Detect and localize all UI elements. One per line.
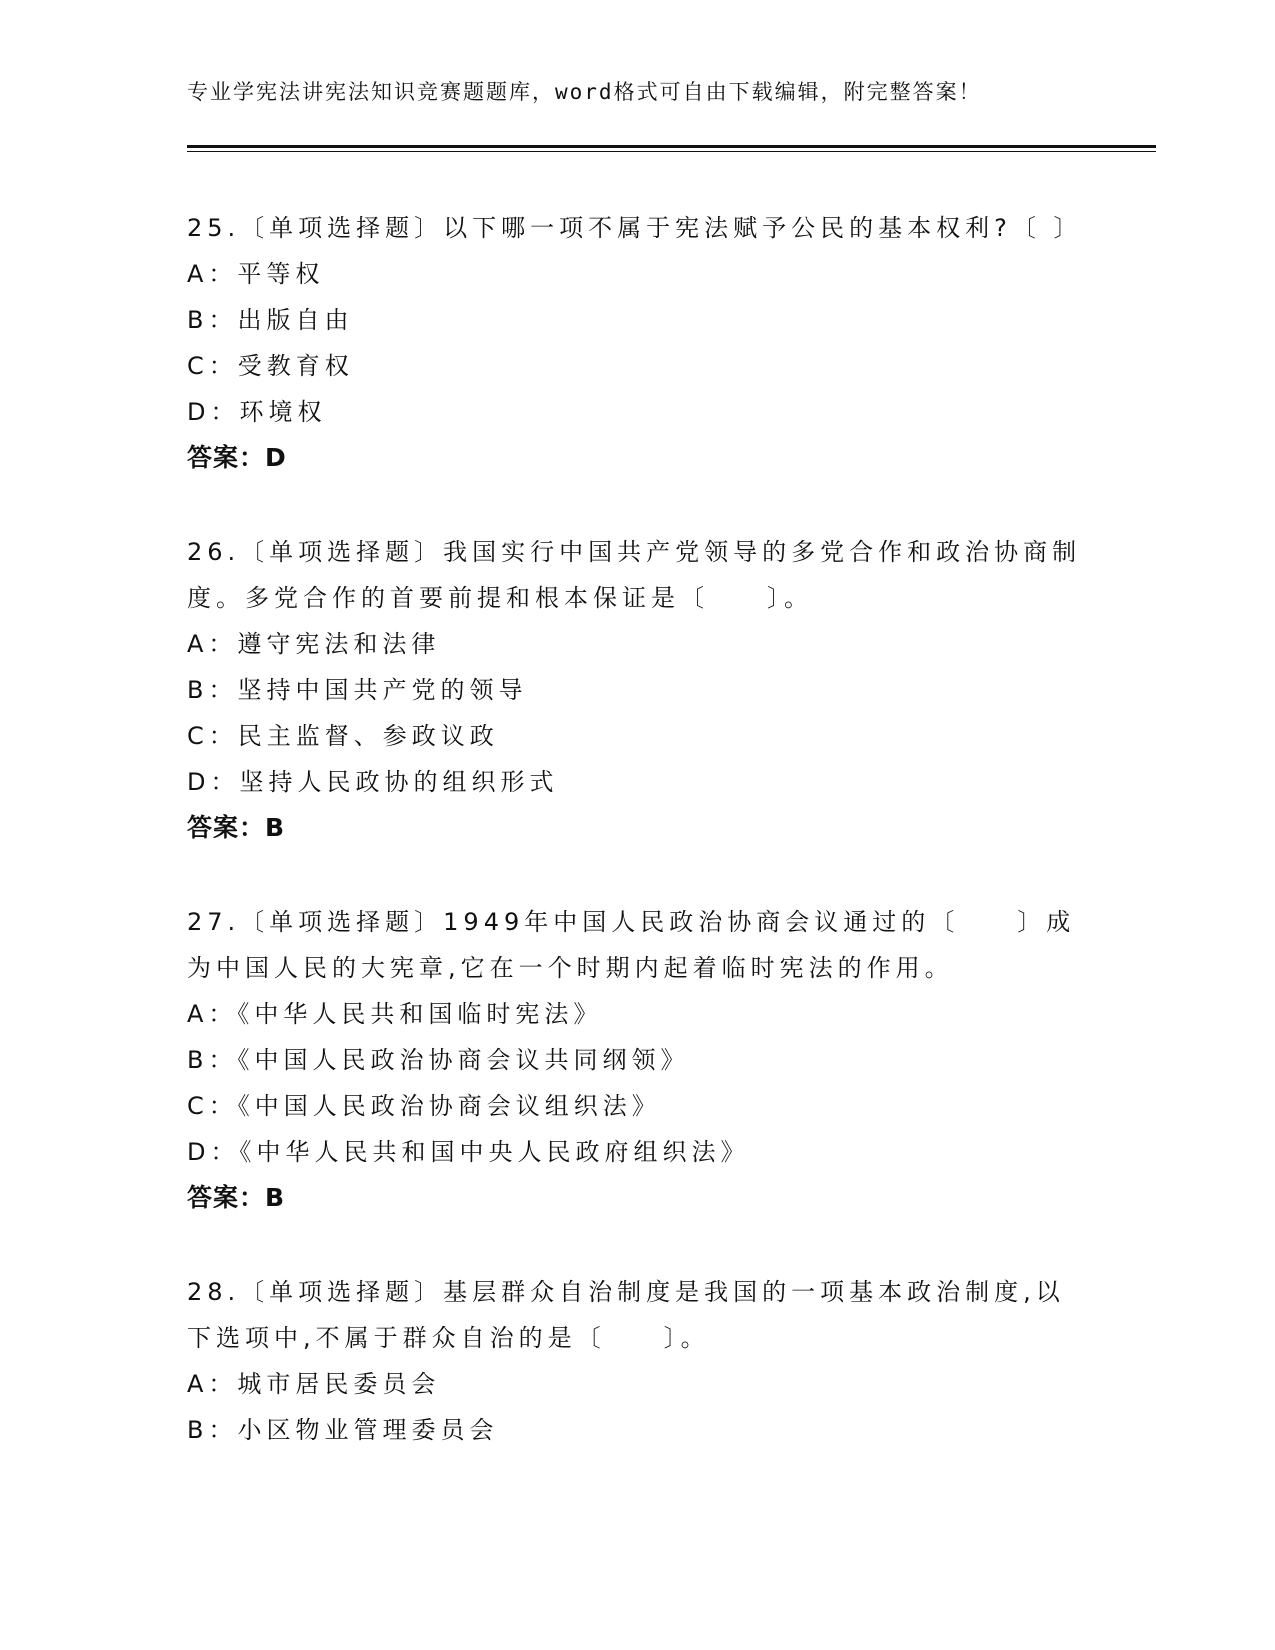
option-b: B：坚持中国共产党的领导 xyxy=(187,676,528,704)
option-b: B：出版自由 xyxy=(187,306,354,334)
question-27 xyxy=(187,899,1087,1221)
option-c: C：受教育权 xyxy=(187,352,354,380)
answer-value: B xyxy=(265,1183,286,1212)
answer-line xyxy=(187,1175,1087,1221)
option-c: C：民主监督、参政议政 xyxy=(187,722,499,750)
option-a: A：遵守宪法和法律 xyxy=(187,630,441,658)
question-stem: 25.〔单项选择题〕以下哪一项不属于宪法赋予公民的基本权利?〔 〕 xyxy=(187,214,1083,242)
option-b: B：小区物业管理委员会 xyxy=(187,1416,499,1444)
answer-label: 答案： xyxy=(187,1183,266,1212)
answer-value: B xyxy=(265,813,286,842)
question-stem: 26.〔单项选择题〕我国实行中国共产党领导的多党合作和政治协商制度。多党合作的首要前提和根本保证是〔 〕。 xyxy=(187,538,1082,612)
question-stem: 27.〔单项选择题〕1949年中国人民政治协商会议通过的〔 〕成为中国人民的大宪章,它在一个时期内起着临时宪法的作用。 xyxy=(187,908,1076,982)
option-a: A：城市居民委员会 xyxy=(187,1370,441,1398)
question-list xyxy=(187,205,1087,1501)
option-c: C：《中国人民政治协商会议组织法》 xyxy=(187,1092,661,1120)
answer-value: D xyxy=(265,443,287,472)
page-header: 专业学宪法讲宪法知识竞赛题题库，word格式可自由下载编辑，附完整答案！ xyxy=(187,80,982,104)
option-d: D：《中华人民共和国中央人民政府组织法》 xyxy=(187,1138,750,1166)
option-a: A：《中华人民共和国临时宪法》 xyxy=(187,1000,603,1028)
question-28 xyxy=(187,1269,1087,1453)
header-rule-thick xyxy=(187,145,1156,148)
option-b: B：《中国人民政治协商会议共同纲领》 xyxy=(187,1046,690,1074)
header-rule-thin xyxy=(187,151,1156,152)
answer-label: 答案： xyxy=(187,813,266,842)
option-d: D：环境权 xyxy=(187,398,327,426)
question-25 xyxy=(187,205,1087,481)
question-26 xyxy=(187,529,1087,851)
option-d: D：坚持人民政协的组织形式 xyxy=(187,768,559,796)
answer-label: 答案： xyxy=(187,443,266,472)
answer-line xyxy=(187,805,1087,851)
question-stem: 28.〔单项选择题〕基层群众自治制度是我国的一项基本政治制度,以下选项中,不属于群众自治的是〔 〕。 xyxy=(187,1278,1065,1352)
answer-line xyxy=(187,435,1087,481)
option-a: A：平等权 xyxy=(187,260,325,288)
